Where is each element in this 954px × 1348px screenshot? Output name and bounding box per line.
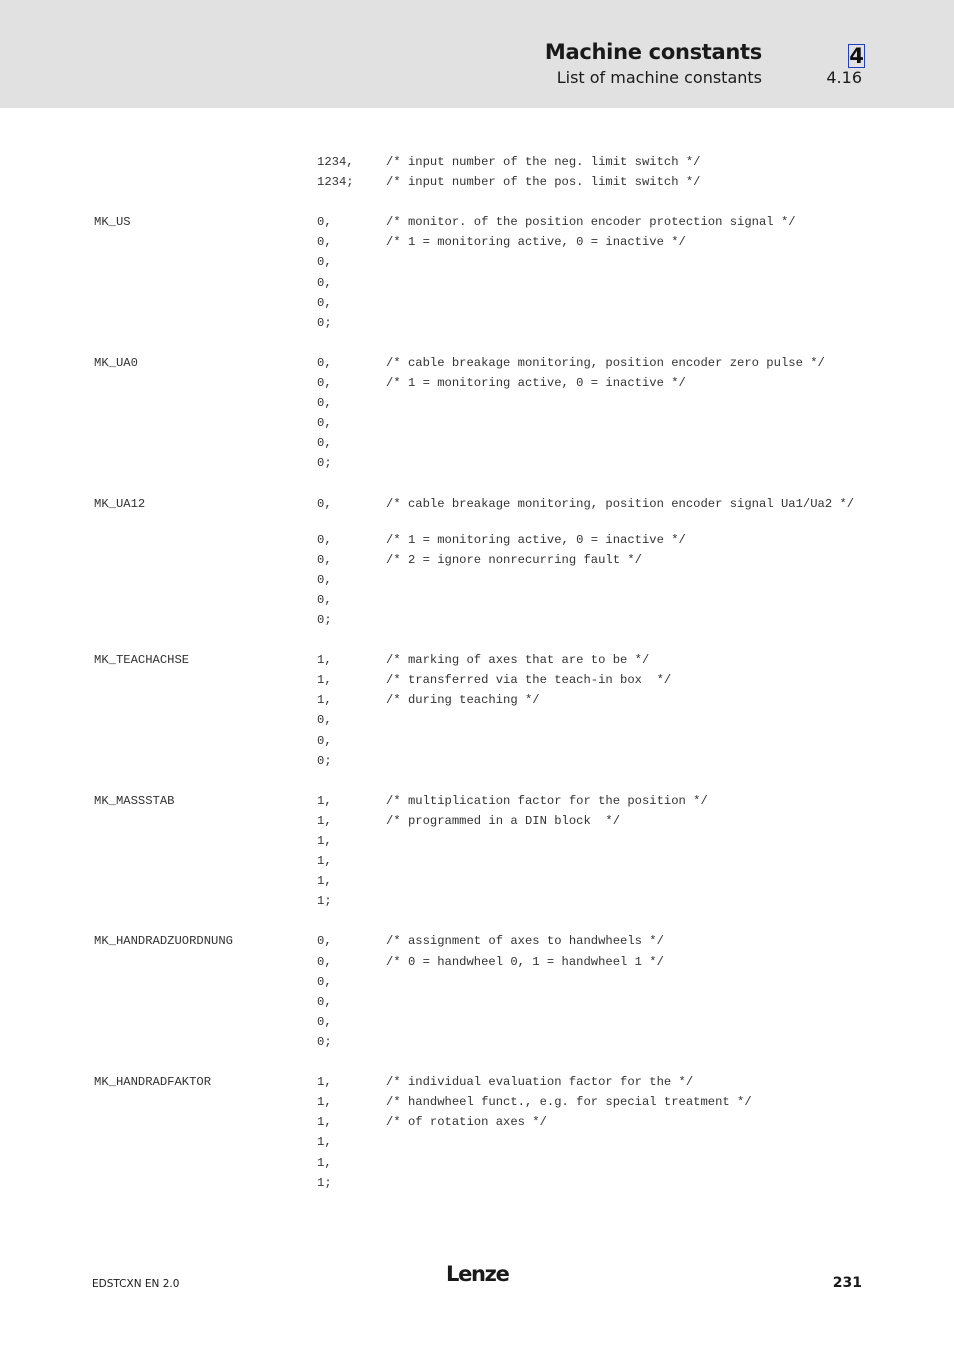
code-line xyxy=(0,854,954,874)
code-comment: /* during teaching */ xyxy=(386,693,540,708)
constant-name: MK_TEACHACHSE xyxy=(94,653,190,668)
constant-value: 0; xyxy=(317,1034,332,1049)
blank-line xyxy=(0,914,954,934)
section-title: List of machine constants xyxy=(556,68,762,87)
constant-value: 1, xyxy=(317,653,332,668)
constant-value: 1, xyxy=(317,1075,332,1090)
code-line xyxy=(0,713,954,733)
code-line xyxy=(0,296,954,316)
constant-value: 1, xyxy=(317,874,332,889)
code-listing xyxy=(0,155,954,1196)
constant-value: 0; xyxy=(317,612,332,627)
constant-name: MK_UA0 xyxy=(94,355,138,370)
code-line xyxy=(0,734,954,754)
code-line xyxy=(0,1015,954,1035)
constant-value: 0, xyxy=(317,215,332,230)
code-line xyxy=(0,673,954,693)
constant-value: 0, xyxy=(317,416,332,431)
constant-value: 0, xyxy=(317,954,332,969)
constant-value: 1, xyxy=(317,1155,332,1170)
constant-value: 0; xyxy=(317,315,332,330)
code-line xyxy=(0,215,954,235)
code-line xyxy=(0,814,954,834)
blank-line xyxy=(0,195,954,215)
blank-line xyxy=(0,477,954,497)
chapter-title: Machine constants xyxy=(544,40,762,64)
code-line xyxy=(0,356,954,376)
constant-value: 0, xyxy=(317,733,332,748)
blank-line xyxy=(0,633,954,653)
code-comment: /* 1 = monitoring active, 0 = inactive */ xyxy=(386,376,686,391)
code-line xyxy=(0,155,954,175)
constant-value: 0, xyxy=(317,376,332,391)
code-line xyxy=(0,834,954,854)
chapter-number-link[interactable]: 4 xyxy=(849,44,864,68)
constant-value: 0, xyxy=(317,572,332,587)
code-line xyxy=(0,416,954,436)
code-line xyxy=(0,1156,954,1176)
constant-value: 0, xyxy=(317,496,332,511)
code-line xyxy=(0,316,954,336)
code-comment: /* multiplication factor for the position */ xyxy=(386,793,708,808)
constant-value: 0, xyxy=(317,255,332,270)
constant-value: 0, xyxy=(317,592,332,607)
constant-name: MK_UA12 xyxy=(94,496,146,511)
constant-value: 0, xyxy=(317,1014,332,1029)
constant-value: 0, xyxy=(317,275,332,290)
constant-value: 0, xyxy=(317,934,332,949)
constant-name: MK_HANDRADZUORDNUNG xyxy=(94,934,233,949)
code-line xyxy=(0,1095,954,1115)
section-number: 4.16 xyxy=(826,68,862,87)
code-line xyxy=(0,1035,954,1055)
constant-value: 0; xyxy=(317,753,332,768)
code-line xyxy=(0,934,954,954)
blank-line xyxy=(0,774,954,794)
constant-value: 0, xyxy=(317,552,332,567)
code-line xyxy=(0,1135,954,1155)
code-comment: /* monitor. of the position encoder protection signal */ xyxy=(386,215,796,230)
constant-name: MK_HANDRADFAKTOR xyxy=(94,1075,212,1090)
page-header xyxy=(0,0,954,108)
code-comment: /* cable breakage monitoring, position encoder zero pulse */ xyxy=(386,355,825,370)
lenze-logo: Lenze xyxy=(446,1262,509,1286)
constant-value: 0, xyxy=(317,396,332,411)
code-comment: /* cable breakage monitoring, position encoder signal Ua1/Ua2 */ xyxy=(386,496,855,511)
code-comment: /* of rotation axes */ xyxy=(386,1115,547,1130)
constant-value: 1, xyxy=(317,673,332,688)
constant-value: 1, xyxy=(317,1115,332,1130)
code-line xyxy=(0,1176,954,1196)
code-comment: /* handwheel funct., e.g. for special treatment */ xyxy=(386,1095,752,1110)
blank-line xyxy=(0,1055,954,1075)
code-line xyxy=(0,255,954,275)
code-line xyxy=(0,955,954,975)
code-line xyxy=(0,995,954,1015)
code-line xyxy=(0,456,954,476)
constant-name: MK_MASSSTAB xyxy=(94,793,175,808)
constant-value: 1, xyxy=(317,793,332,808)
constant-value: 0; xyxy=(317,456,332,471)
constant-value: 0, xyxy=(317,532,332,547)
code-line xyxy=(0,754,954,774)
code-line xyxy=(0,235,954,255)
code-line xyxy=(0,894,954,914)
constant-value: 1, xyxy=(317,813,332,828)
code-comment: /* 1 = monitoring active, 0 = inactive */ xyxy=(386,235,686,250)
code-comment: /* programmed in a DIN block */ xyxy=(386,813,621,828)
constant-value: 0, xyxy=(317,295,332,310)
constant-value: 1, xyxy=(317,854,332,869)
constant-value: 0, xyxy=(317,436,332,451)
constant-value: 0, xyxy=(317,713,332,728)
constant-value: 1, xyxy=(317,1135,332,1150)
blank-line xyxy=(0,336,954,356)
constant-value: 1; xyxy=(317,1175,332,1190)
code-comment: /* assignment of axes to handwheels */ xyxy=(386,934,664,949)
constant-value: 1; xyxy=(317,894,332,909)
constant-value: 1234; xyxy=(317,175,354,190)
page-number: 231 xyxy=(832,1275,862,1291)
code-line xyxy=(0,436,954,456)
code-line xyxy=(0,276,954,296)
document-id: EDSTCXN EN 2.0 xyxy=(92,1278,180,1290)
code-comment: /* input number of the pos. limit switch */ xyxy=(386,175,701,190)
code-line xyxy=(0,396,954,416)
code-line xyxy=(0,693,954,713)
code-line xyxy=(0,975,954,995)
code-comment: /* input number of the neg. limit switch */ xyxy=(386,155,701,169)
constant-value: 0, xyxy=(317,355,332,370)
code-comment: /* transferred via the teach-in box */ xyxy=(386,673,672,688)
code-line xyxy=(0,553,954,573)
constant-value: 1, xyxy=(317,1095,332,1110)
code-line xyxy=(0,653,954,673)
code-comment: /* individual evaluation factor for the */ xyxy=(386,1075,694,1090)
code-comment: /* marking of axes that are to be */ xyxy=(386,653,650,668)
constant-value: 0, xyxy=(317,994,332,1009)
constant-value: 1234, xyxy=(317,155,354,169)
code-line xyxy=(0,497,954,533)
code-line xyxy=(0,613,954,633)
code-comment: /* 1 = monitoring active, 0 = inactive */ xyxy=(386,532,686,547)
code-line xyxy=(0,794,954,814)
code-line xyxy=(0,175,954,195)
code-comment: /* 2 = ignore nonrecurring fault */ xyxy=(386,552,642,567)
code-comment: /* 0 = handwheel 0, 1 = handwheel 1 */ xyxy=(386,954,664,969)
constant-value: 1, xyxy=(317,834,332,848)
constant-name: MK_US xyxy=(94,215,131,230)
code-line xyxy=(0,1115,954,1135)
code-line xyxy=(0,1075,954,1095)
constant-value: 1, xyxy=(317,693,332,708)
code-line xyxy=(0,376,954,396)
code-line xyxy=(0,533,954,553)
code-line xyxy=(0,874,954,894)
constant-value: 0, xyxy=(317,235,332,250)
constant-value: 0, xyxy=(317,974,332,989)
code-line xyxy=(0,573,954,593)
code-line xyxy=(0,593,954,613)
